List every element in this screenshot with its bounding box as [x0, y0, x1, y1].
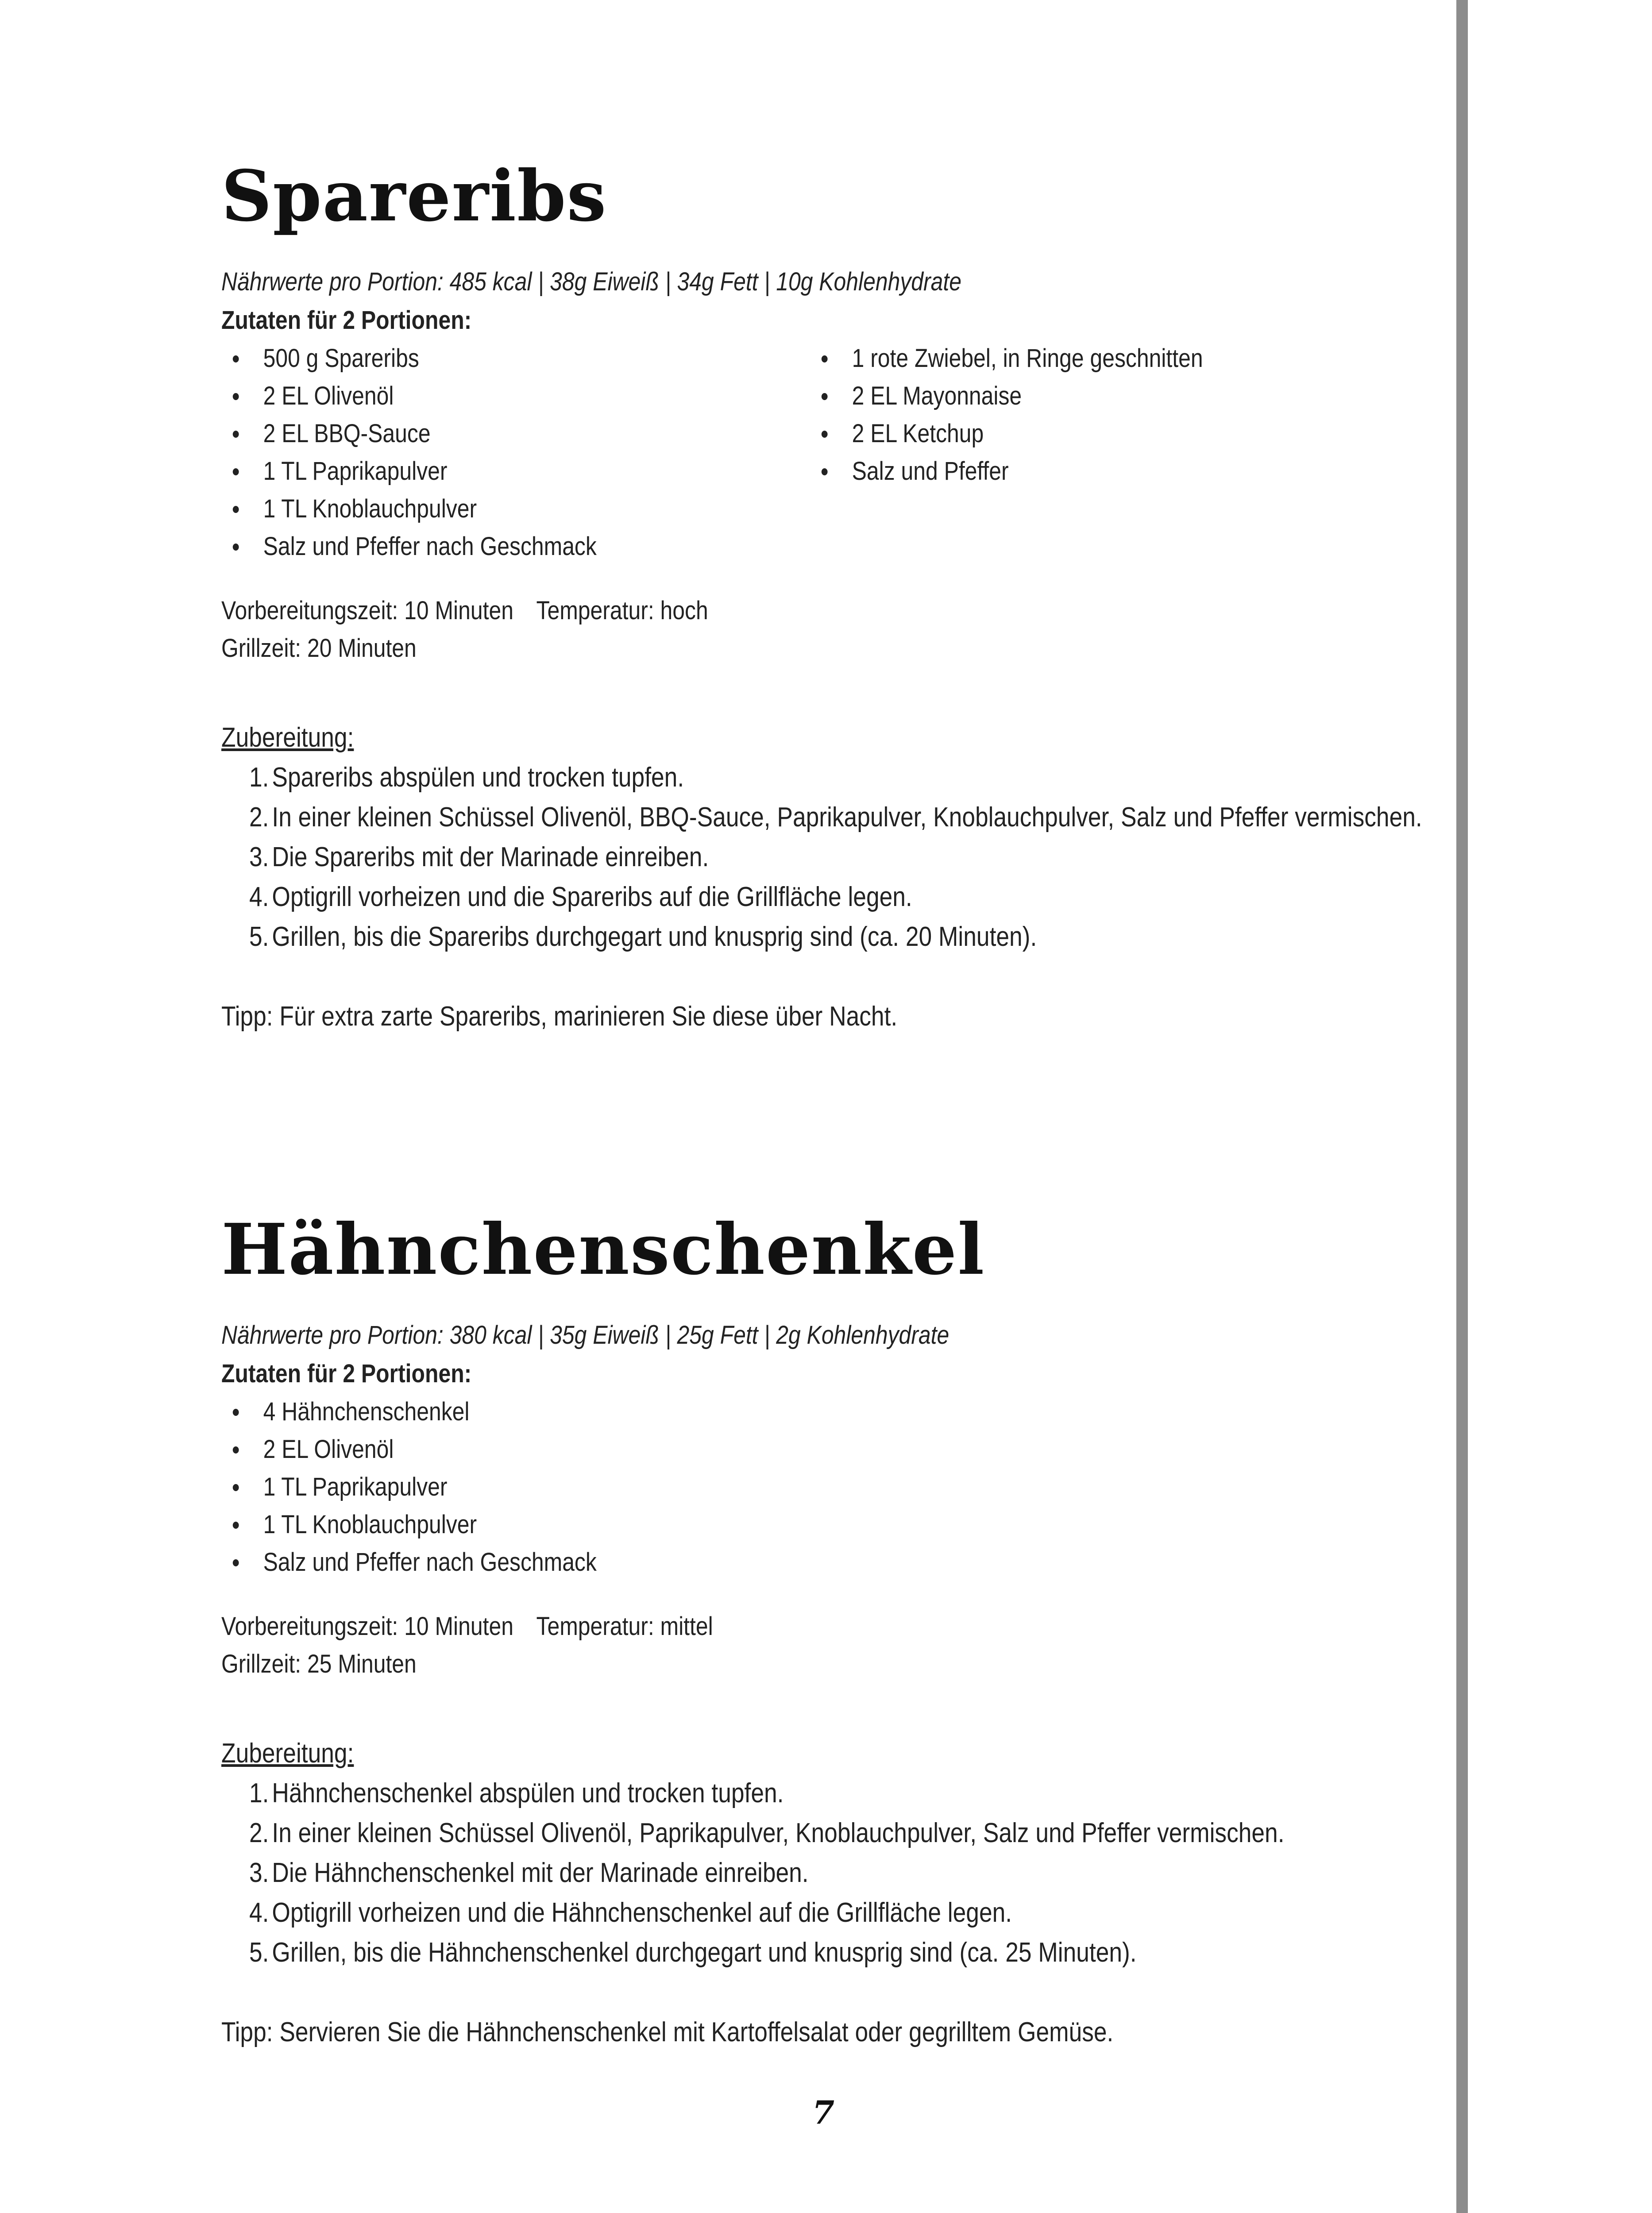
step-number: 5.: [249, 921, 269, 952]
step-item: [221, 1893, 1440, 1933]
step-text: Grillen, bis die Hähnchenschenkel durchgegart und knusprig sind (ca. 25 Minuten).: [272, 1937, 1137, 1968]
ingredient-item: 1 TL Knoblauchpulver: [221, 1506, 1287, 1543]
page-number: 7: [812, 2093, 835, 2131]
ingredient-item: 2 EL Olivenöl: [221, 1430, 1287, 1468]
ingredient-item: 2 EL Olivenöl: [221, 377, 728, 415]
step-number: 3.: [249, 1858, 269, 1888]
steps-list: [221, 758, 1461, 957]
timing-info: [221, 1608, 1461, 1683]
ingredient-item: Salz und Pfeffer: [810, 452, 1203, 490]
step-text: Hähnchenschenkel abspülen und trocken tupfen.: [272, 1778, 784, 1808]
ingredients-heading: Zutaten für 2 Portionen:: [221, 306, 472, 335]
step-item: [221, 1773, 1440, 1813]
steps-list: [221, 1773, 1461, 1973]
ingredients-list-left: [221, 339, 810, 565]
ingredient-item: 1 rote Zwiebel, in Ringe geschnitten: [810, 339, 1203, 377]
ingredients-heading: Zutaten für 2 Portionen:: [221, 1359, 472, 1388]
step-text: Grillen, bis die Spareribs durchgegart und knusprig sind (ca. 20 Minuten).: [272, 921, 1037, 952]
ingredient-item: Salz und Pfeffer nach Geschmack: [221, 528, 728, 565]
step-text: In einer kleinen Schüssel Olivenöl, BBQ-Sauce, Paprikapulver, Knoblauchpulver, Salz und Pfeffer vermischen.: [272, 802, 1422, 833]
step-number: 5.: [249, 1937, 269, 1968]
step-number: 3.: [249, 842, 269, 872]
recipe-tip: Tipp: Für extra zarte Spareribs, marinieren Sie diese über Nacht.: [221, 1001, 898, 1032]
ingredient-item: Salz und Pfeffer nach Geschmack: [221, 1543, 1287, 1581]
step-item: [221, 1853, 1440, 1893]
step-text: In einer kleinen Schüssel Olivenöl, Paprikapulver, Knoblauchpulver, Salz und Pfeffer vermischen.: [272, 1818, 1285, 1848]
step-item: [221, 917, 1440, 957]
step-item: [221, 758, 1440, 798]
ingredient-item: 2 EL Mayonnaise: [810, 377, 1203, 415]
temperature: Temperatur: hoch: [536, 596, 708, 625]
step-text: Die Hähnchenschenkel mit der Marinade einreiben.: [272, 1858, 809, 1888]
step-text: Spareribs abspülen und trocken tupfen.: [272, 762, 684, 793]
nutrition-info: Nährwerte pro Portion: 485 kcal | 38g Eiweiß | 34g Fett | 10g Kohlenhydrate: [221, 267, 961, 296]
ingredient-item: 2 EL Ketchup: [810, 415, 1203, 452]
step-text: Die Spareribs mit der Marinade einreiben.: [272, 842, 709, 872]
step-item: [221, 798, 1440, 837]
ingredients-list-right: [810, 339, 1267, 565]
step-number: 2.: [249, 802, 269, 833]
ingredient-item: 1 TL Paprikapulver: [221, 452, 728, 490]
step-item: [221, 1933, 1440, 1973]
steps-heading: Zubereitung:: [221, 1738, 354, 1769]
step-text: Optigrill vorheizen und die Spareribs auf die Grillfläche legen.: [272, 882, 912, 912]
grill-time: Grillzeit: 25 Minuten: [221, 1650, 417, 1678]
grill-time: Grillzeit: 20 Minuten: [221, 634, 417, 663]
recipe-haehnchenschenkel: [221, 1209, 1461, 2052]
step-text: Optigrill vorheizen und die Hähnchenschenkel auf die Grillfläche legen.: [272, 1897, 1012, 1928]
recipe-title: Hähnchenschenkel: [221, 1209, 985, 1291]
ingredients-columns: [221, 339, 1461, 565]
ingredient-item: 1 TL Knoblauchpulver: [221, 490, 728, 528]
steps-heading: Zubereitung:: [221, 722, 354, 753]
temperature: Temperatur: mittel: [536, 1612, 713, 1641]
timing-info: [221, 592, 1461, 667]
page-edge-bar: [1456, 0, 1468, 2213]
ingredient-item: 1 TL Paprikapulver: [221, 1468, 1287, 1506]
step-item: [221, 837, 1440, 877]
recipe-title: Spareribs: [221, 155, 607, 237]
step-number: 1.: [249, 762, 269, 793]
nutrition-info: Nährwerte pro Portion: 380 kcal | 35g Eiweiß | 25g Fett | 2g Kohlenhydrate: [221, 1321, 950, 1349]
step-number: 1.: [249, 1778, 269, 1808]
ingredients-list: [221, 1393, 1461, 1581]
step-number: 2.: [249, 1818, 269, 1848]
step-item: [221, 877, 1440, 917]
recipe-spareribs: [221, 155, 1461, 1037]
ingredient-item: 2 EL BBQ-Sauce: [221, 415, 728, 452]
ingredient-item: 4 Hähnchenschenkel: [221, 1393, 1287, 1430]
step-item: [221, 1813, 1440, 1853]
prep-time: Vorbereitungszeit: 10 Minuten: [221, 596, 513, 625]
prep-time: Vorbereitungszeit: 10 Minuten: [221, 1612, 513, 1641]
recipe-tip: Tipp: Servieren Sie die Hähnchenschenkel mit Kartoffelsalat oder gegrilltem Gemüse.: [221, 2017, 1114, 2047]
step-number: 4.: [249, 882, 269, 912]
step-number: 4.: [249, 1897, 269, 1928]
ingredient-item: 500 g Spareribs: [221, 339, 728, 377]
